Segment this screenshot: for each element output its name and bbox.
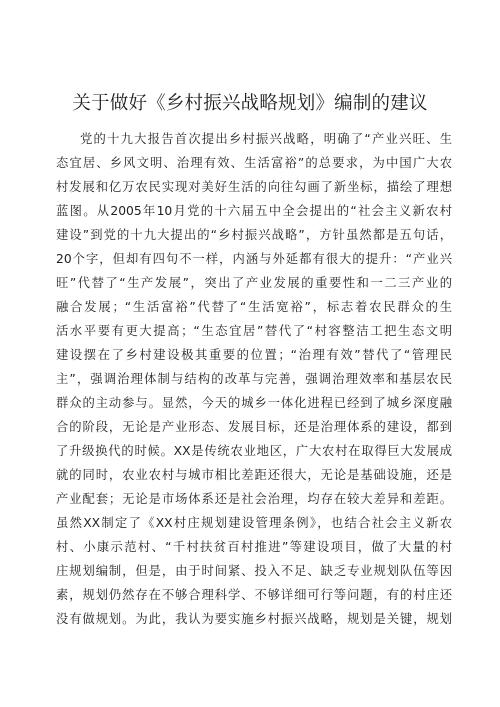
paragraph-line: 建设摆在了乡村建设极其重要的位置；“治理有效”替代了“管理民 <box>56 348 452 362</box>
paragraph-line: 蓝图。从2005年10月党的十六届五中全会提出的“社会主义新农村 <box>56 204 452 218</box>
paragraph-line: 党的十九大报告首次提出乡村振兴战略，明确了“产业兴旺、生 <box>80 132 452 146</box>
paragraph-line: 素，规划仍然存在不够合理科学、不够详细可行等问题，有的村庄还 <box>56 588 452 602</box>
paragraph-line: 合的阶段，无论是产业形态、发展目标，还是治理体系的建设，都到 <box>56 420 452 434</box>
paragraph-line: 虽然XX制定了《XX村庄规划建设管理条例》，也结合社会主义新农 <box>56 516 452 530</box>
paragraph-line: 就的同时，农业农村与城市相比差距还很大，无论是基础设施，还是 <box>56 468 452 482</box>
paragraph-line: 活水平要有更大提高；“生态宜居”替代了“村容整洁工把生态文明 <box>56 324 452 338</box>
paragraph-line: 了升级换代的时候。XX是传统农业地区，广大农村在取得巨大发展成 <box>56 444 452 458</box>
paragraph-line: 产业配套；无论是市场体系还是社会治理，均存在较大差异和差距。 <box>56 492 452 506</box>
paragraph-line: 20个字，但却有四句不一样，内涵与外延都有很大的提升：“产业兴 <box>56 252 452 266</box>
document-title: 关于做好《乡村振兴战略规划》编制的建议 <box>72 93 428 114</box>
paragraph-line: 融合发展；“生活富裕”代替了“生活宽裕”，标志着农民群众的生 <box>56 300 452 314</box>
paragraph-line: 旺”代替了“生产发展”，突出了产业发展的重要性和一二三产业的 <box>56 276 452 290</box>
document-body <box>56 127 452 631</box>
paragraph-line: 村、小康示范村、“千村扶贫百村推进”等建设项目，做了大量的村 <box>56 540 452 554</box>
paragraph-line: 态宜居、乡风文明、治理有效、生活富裕”的总要求，为中国广大农 <box>56 156 452 170</box>
paragraph-line: 没有做规划。为此，我认为要实施乡村振兴战略，规划是关键，规划 <box>56 612 452 626</box>
paragraph-line: 群众的主动参与。显然，今天的城乡一体化进程已经到了城乡深度融 <box>56 396 452 410</box>
paragraph-line: 村发展和亿万农民实现对美好生活的向往勾画了新坐标，描绘了理想 <box>56 180 452 194</box>
paragraph-line: 庄规划编制，但是，由于时间紧、投入不足、缺乏专业规划队伍等因 <box>56 564 452 578</box>
paragraph-line: 建设”到党的十九大提出的“乡村振兴战略”，方针虽然都是五句话， <box>56 228 452 242</box>
paragraph-line: 主”，强调治理体制与结构的改革与完善，强调治理效率和基层农民 <box>56 372 452 386</box>
